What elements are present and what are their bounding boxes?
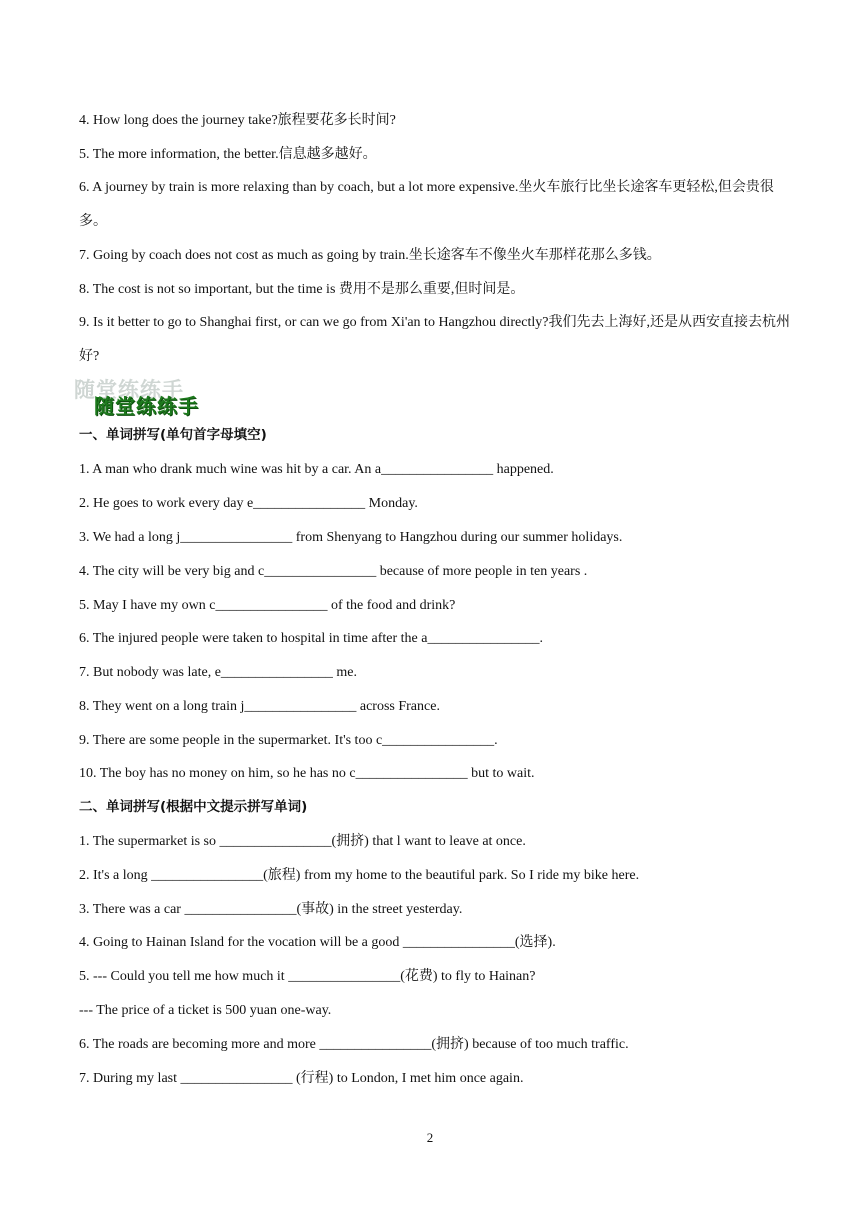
section1-item-5: 5. May I have my own c________________ of the food and drink? [79,598,456,613]
practice-logo [74,372,214,420]
section1-item-7: 7. But nobody was late, e________________ me. [79,665,358,680]
section2-item-1: 1. The supermarket is so ________________(拥挤) that l want to leave at once. [79,834,526,849]
section1-item-4: 4. The city will be very big and c________________ because of more people in ten years . [79,564,588,579]
practice-logo-shadow: 随堂练练手 [74,378,184,402]
section2-item-5: 5. --- Could you tell me how much it ________________(花费) to fly to Hainan? [79,969,536,984]
section2-item-4: 4. Going to Hainan Island for the vocation will be a good ________________(选择). [79,935,556,950]
section2-item-6: 6. The roads are becoming more and more ________________(拥挤) because of too much traffic. [79,1037,629,1052]
section2-item-3: 3. There was a car ________________(事故) in the street yesterday. [79,902,463,917]
page-number: 2 [426,1130,434,1145]
practice-logo-text: 随堂练练手 [94,394,199,418]
section1-item-9: 9. There are some people in the supermarket. It's too c________________. [79,733,498,748]
translation-sentence-9: 9. Is it better to go to Shanghai first, or can we go from Xi'an to Hangzhou directly?我们先去上海好,还是从西安直接去杭州好? [79,315,790,364]
section1-item-1: 1. A man who drank much wine was hit by a car. An a________________ happened. [79,462,554,477]
section1-item-10: 10. The boy has no money on him, so he has no c________________ but to wait. [79,766,535,781]
section2-title: 二、单词拼写(根据中文提示拼写单词) [79,799,308,815]
translation-sentence-8: 8. The cost is not so important, but the time is 费用不是那么重要,但时间是。 [79,282,525,297]
translation-sentence-4: 4. How long does the journey take?旅程要花多长时间? [79,113,396,128]
section1-title: 一、单词拼写(单句首字母填空) [79,427,267,443]
section1-item-8: 8. They went on a long train j________________ across France. [79,699,440,714]
translation-sentence-6: 6. A journey by train is more relaxing than by coach, but a lot more expensive.坐火车旅行比坐长途客车更轻松,但会贵很多。 [79,180,774,229]
translation-sentence-5: 5. The more information, the better.信息越多越好。 [79,147,377,162]
section1-item-3: 3. We had a long j________________ from Shenyang to Hangzhou during our summer holidays. [79,530,623,545]
section2-item-2: 2. It's a long ________________(旅程) from my home to the beautiful park. So I ride my bike here. [79,868,640,883]
section1-item-6: 6. The injured people were taken to hospital in time after the a________________. [79,631,543,646]
section2-item-5-answer: --- The price of a ticket is 500 yuan one-way. [79,1003,332,1018]
section2-item-7: 7. During my last ________________ (行程) to London, I met him once again. [79,1071,524,1086]
section1-item-2: 2. He goes to work every day e________________ Monday. [79,496,418,511]
translation-sentence-7: 7. Going by coach does not cost as much as going by train.坐长途客车不像坐火车那样花那么多钱。 [79,248,661,263]
